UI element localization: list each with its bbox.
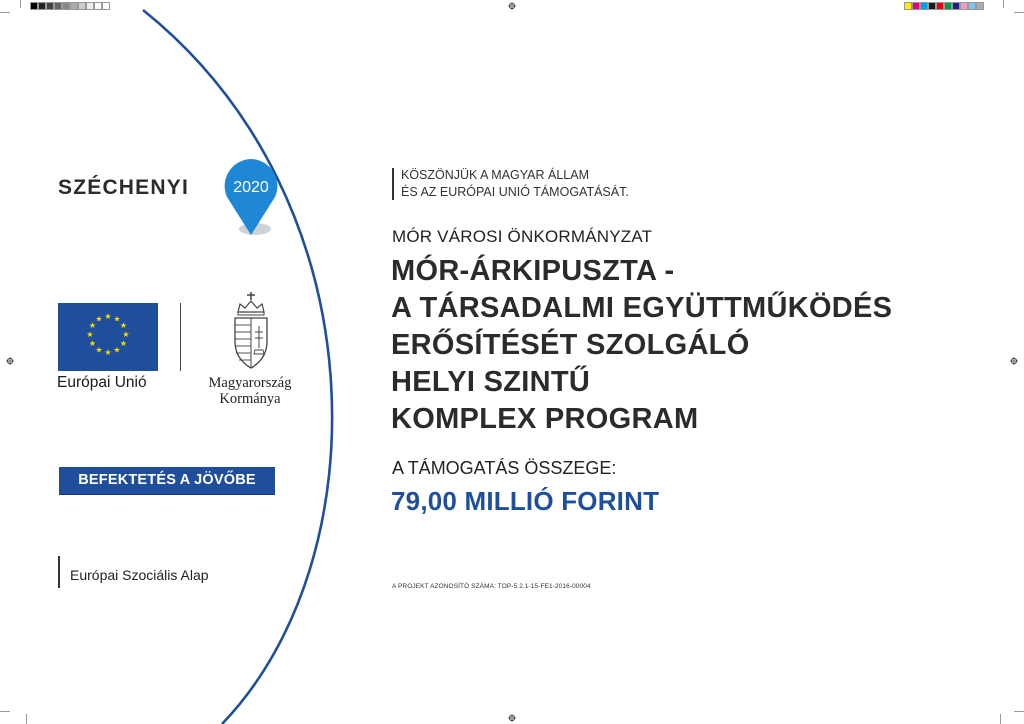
svg-text:★: ★: [104, 312, 112, 321]
thanks-text: [401, 167, 629, 201]
eu-label: Európai Unió: [57, 374, 147, 391]
szechenyi-year: 2020: [233, 179, 269, 196]
svg-text:★: ★: [122, 330, 130, 339]
hungarian-coat-of-arms-icon: [230, 292, 272, 370]
svg-text:★: ★: [113, 314, 121, 324]
svg-text:★: ★: [104, 348, 112, 357]
szechenyi-wordmark: SZÉCHENYI: [58, 176, 189, 199]
svg-text:★: ★: [95, 314, 103, 324]
project-title-line: MÓR-ÁRKIPUSZTA -: [391, 255, 675, 287]
svg-text:★: ★: [95, 345, 103, 355]
svg-text:★: ★: [119, 339, 128, 348]
fund-label: Európai Szociális Alap: [70, 567, 209, 583]
funding-label: A TÁMOGATÁS ÖSSZEGE:: [392, 458, 617, 478]
project-id: A PROJEKT AZONOSÍTÓ SZÁMA: TOP-5.2.1-15-FE1-2016-00004: [392, 583, 591, 590]
thanks-divider: [392, 168, 394, 200]
project-title-line: HELYI SZINTŰ: [391, 366, 591, 398]
government-label-line1: Magyarország: [208, 375, 292, 391]
government-label: [190, 375, 310, 407]
svg-text:★: ★: [88, 321, 97, 330]
funding-amount: 79,00 MILLIÓ FORINT: [391, 486, 660, 516]
invest-in-future-button[interactable]: BEFEKTETÉS A JÖVŐBE: [59, 467, 275, 494]
project-title-line: A TÁRSADALMI EGYÜTTMŰKÖDÉS: [391, 292, 893, 324]
svg-text:★: ★: [113, 345, 121, 355]
project-title-line: ERŐSÍTÉSÉT SZOLGÁLÓ: [391, 329, 750, 361]
thanks-line-1: KÖSZÖNJÜK A MAGYAR ÁLLAM: [401, 168, 590, 182]
thanks-line-2: ÉS AZ EURÓPAI UNIÓ TÁMOGATÁSÁT.: [401, 185, 629, 199]
svg-text:★: ★: [86, 330, 94, 339]
svg-text:★: ★: [119, 321, 128, 330]
government-label-line2: Kormánya: [219, 391, 281, 407]
szechenyi-pin-icon: [221, 157, 281, 239]
beneficiary-name: MÓR VÁROSI ÖNKORMÁNYZAT: [392, 227, 653, 246]
logo-divider: [180, 303, 181, 371]
svg-text:★: ★: [88, 339, 97, 348]
project-title-line: KOMPLEX PROGRAM: [391, 403, 699, 435]
fund-divider: [58, 556, 60, 588]
eu-flag-icon: [58, 303, 158, 371]
